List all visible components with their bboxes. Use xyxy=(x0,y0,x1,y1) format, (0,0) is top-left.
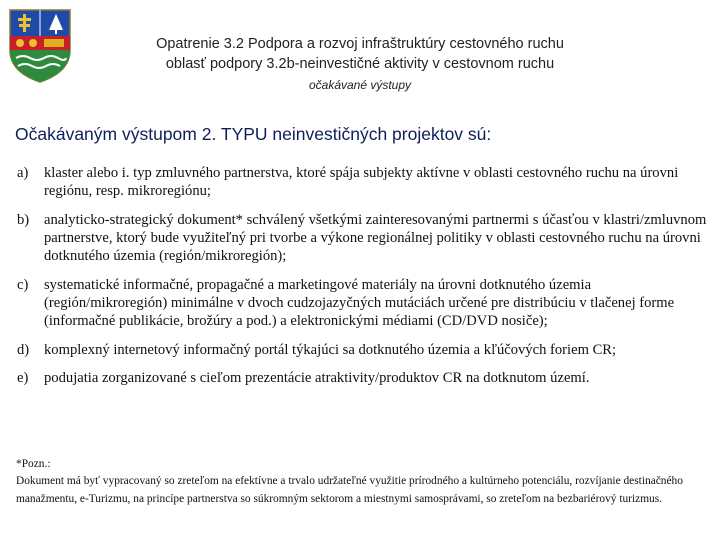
list-item-text: komplexný internetový informačný portál týkajúci sa dotknutého územia a kľúčových foriem CR; xyxy=(44,342,617,358)
footnote xyxy=(16,456,716,508)
list-item xyxy=(17,211,717,265)
slide-header xyxy=(90,34,630,94)
coat-of-arms-icon xyxy=(6,6,74,84)
header-subtitle: očakávané výstupy xyxy=(308,78,412,92)
list-item-text: podujatia zorganizované s cieľom prezentácie atraktivity/produktov CR na dotknutom území. xyxy=(44,370,590,386)
list-item-label: e) xyxy=(17,370,29,386)
list-item-label: d) xyxy=(17,342,30,358)
list-item-text: systematické informačné, propagačné a marketingové materiály na úrovni dotknutého územia (región/mikroregión) minimálne v dvoch cudzojazyčných mutáciách určené pre distribúciu v tlačenej forme (informačné publikácie, brožúry a pod.) a elektronickými médiami (CD/DVD nosiče); xyxy=(44,277,675,329)
list-item xyxy=(17,341,717,359)
section-heading: Očakávaným výstupom 2. TYPU neinvestičných projektov sú: xyxy=(15,124,492,144)
footnote-label: *Pozn.: xyxy=(16,458,51,470)
list-item-label: c) xyxy=(17,277,29,293)
header-title-line2: oblasť podpory 3.2b-neinvestičné aktivity v cestovnom ruchu xyxy=(165,56,555,72)
list-item-label: a) xyxy=(17,165,29,181)
list-item xyxy=(17,369,717,387)
outputs-list xyxy=(17,164,717,398)
list-item-text: analyticko-strategický dokument* schválený všetkými zainteresovanými partnermi s účasťou v klastri/zmluvnom partnerstve, ktorý bude využiteľný pri tvorbe a výkone regionálnej politiky v oblasti cestovného ruchu na úrovni dotknutého územia (región/mikroregión); xyxy=(44,212,707,264)
header-title-line1: Opatrenie 3.2 Podpora a rozvoj infraštruktúry cestovného ruchu xyxy=(156,36,564,52)
list-item-label: b) xyxy=(17,212,30,228)
list-item xyxy=(17,276,717,330)
footnote-text: Dokument má byť vypracovaný so zreteľom na efektívne a trvalo udržateľné využitie prírodného a kultúrneho potenciálu, rozvíjanie destinačného manažmentu, e-Turizmu, na princípe partnerstva so súkromným sektorom a miestnymi samosprávami, so zreteľom na bezbariérový turizmus. xyxy=(16,475,683,505)
list-item xyxy=(17,164,717,200)
list-item-text: klaster alebo i. typ zmluvného partnerstva, ktoré spája subjekty aktívne v oblasti cestovného ruchu na úrovni regiónu, resp. mikroregiónu; xyxy=(44,165,679,199)
